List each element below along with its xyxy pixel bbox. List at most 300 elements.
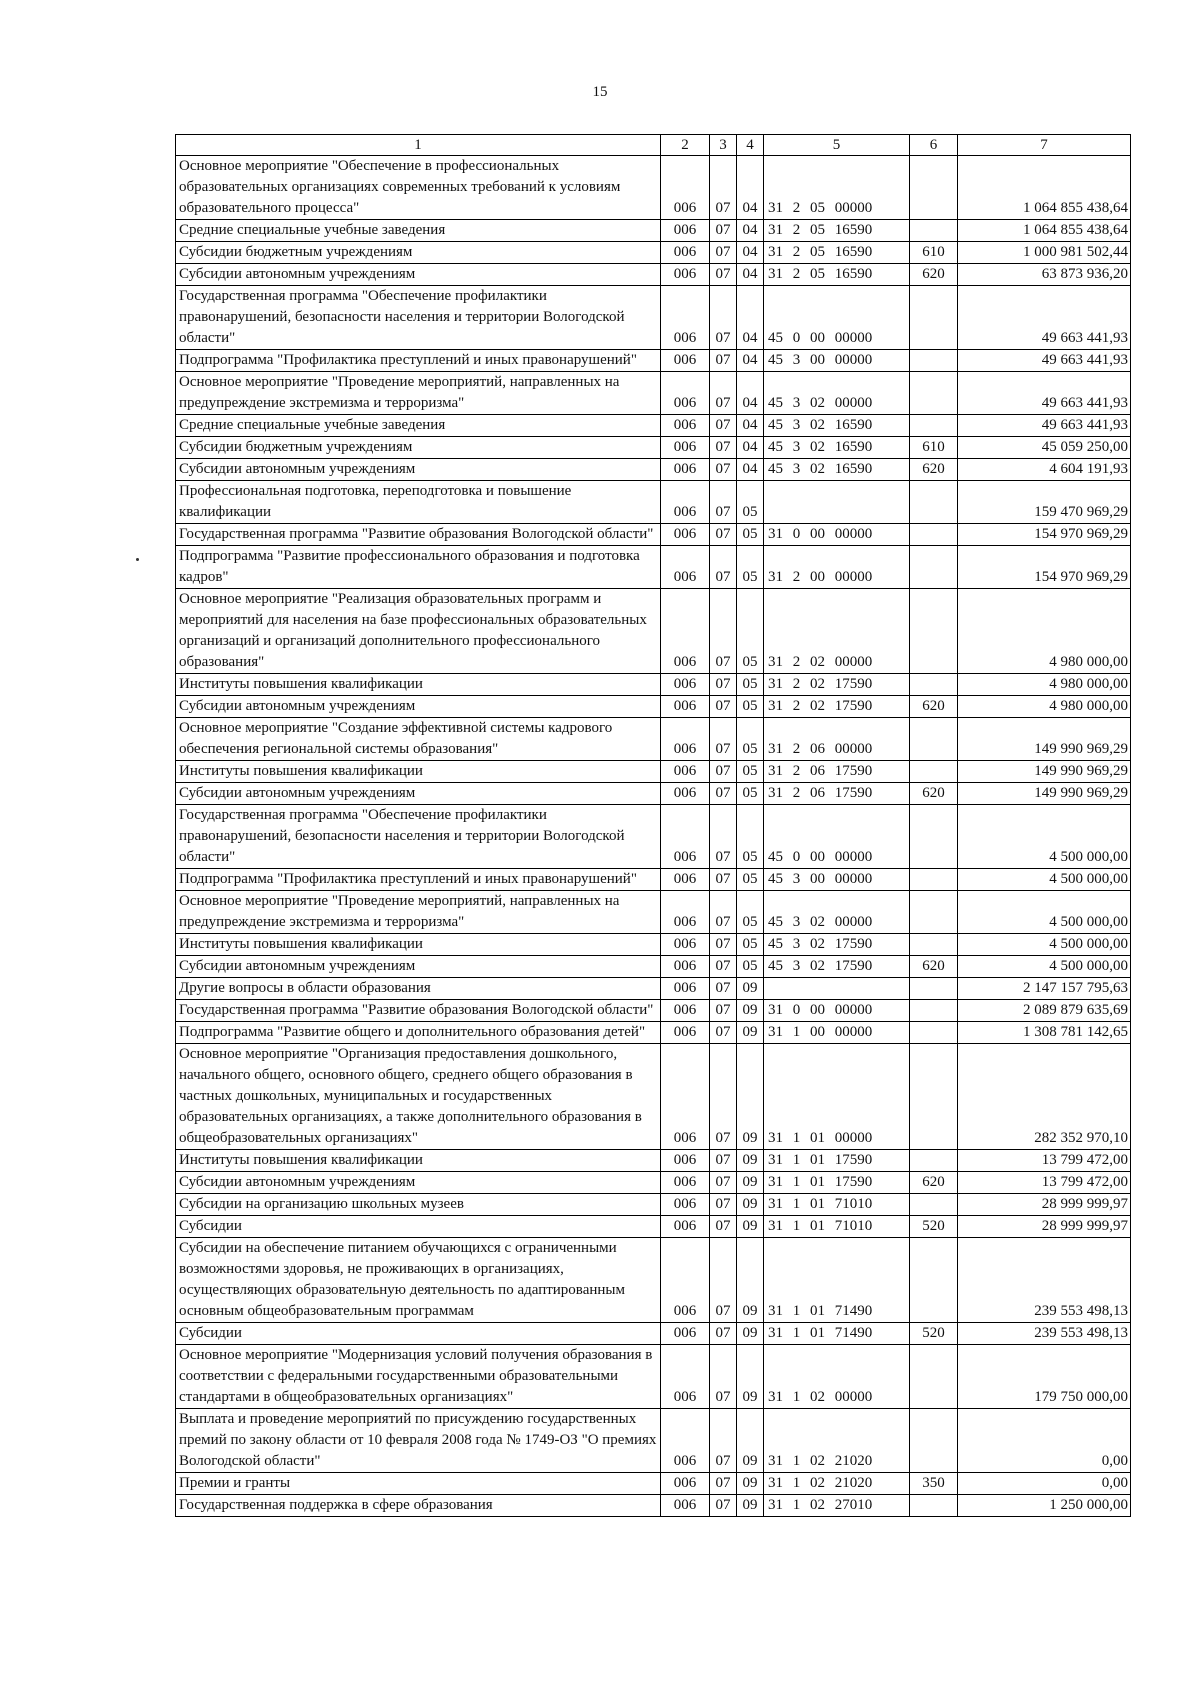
row-target-article-cell: 45 3 02 00000: [764, 372, 910, 415]
row-subsection-cell: 05: [737, 718, 764, 761]
row-expense-type-cell: [910, 1194, 958, 1216]
row-section-cell: 07: [710, 437, 737, 459]
row-section-cell: 07: [710, 805, 737, 869]
row-name-cell: Субсидии автономным учреждениям: [176, 264, 661, 286]
row-expense-type-cell: [910, 674, 958, 696]
table-row: [176, 1172, 1131, 1194]
row-target-article-cell: 31 1 01 17590: [764, 1172, 910, 1194]
header-col-1: 1: [176, 135, 661, 156]
row-section-cell: 07: [710, 415, 737, 437]
row-subsection-cell: 05: [737, 524, 764, 546]
row-target-article-cell: 31 0 00 00000: [764, 524, 910, 546]
row-name-cell: Профессиональная подготовка, переподготовка и повышение квалификации: [176, 481, 661, 524]
row-amount-cell: 4 980 000,00: [958, 674, 1131, 696]
row-name-cell: Субсидии автономным учреждениям: [176, 696, 661, 718]
row-grbs-cell: 006: [661, 1473, 710, 1495]
row-section-cell: 07: [710, 589, 737, 674]
table-body: [176, 156, 1131, 1517]
row-expense-type-cell: 520: [910, 1323, 958, 1345]
row-section-cell: 07: [710, 220, 737, 242]
row-grbs-cell: 006: [661, 1409, 710, 1473]
row-name-cell: Субсидии: [176, 1323, 661, 1345]
row-name-cell: Основное мероприятие "Проведение мероприятий, направленных на предупреждение экстремизма и терроризма": [176, 372, 661, 415]
row-grbs-cell: 006: [661, 956, 710, 978]
row-target-article-cell: 31 2 05 00000: [764, 156, 910, 220]
header-row: [176, 135, 1131, 156]
row-subsection-cell: 05: [737, 589, 764, 674]
row-target-article-cell: 45 0 00 00000: [764, 805, 910, 869]
table-row: [176, 761, 1131, 783]
row-target-article-cell: [764, 481, 910, 524]
row-grbs-cell: 006: [661, 783, 710, 805]
row-expense-type-cell: [910, 1409, 958, 1473]
row-section-cell: 07: [710, 1150, 737, 1172]
row-expense-type-cell: [910, 524, 958, 546]
row-section-cell: 07: [710, 546, 737, 589]
row-amount-cell: 4 500 000,00: [958, 956, 1131, 978]
table-row: [176, 1238, 1131, 1323]
budget-table: [175, 134, 1131, 1517]
row-subsection-cell: 09: [737, 1022, 764, 1044]
row-section-cell: 07: [710, 783, 737, 805]
row-expense-type-cell: 350: [910, 1473, 958, 1495]
row-subsection-cell: 05: [737, 674, 764, 696]
row-grbs-cell: 006: [661, 481, 710, 524]
row-section-cell: 07: [710, 1022, 737, 1044]
row-target-article-cell: 45 3 02 00000: [764, 891, 910, 934]
row-grbs-cell: 006: [661, 1216, 710, 1238]
row-grbs-cell: 006: [661, 156, 710, 220]
row-amount-cell: 154 970 969,29: [958, 546, 1131, 589]
table-row: [176, 718, 1131, 761]
row-subsection-cell: 09: [737, 1323, 764, 1345]
row-name-cell: Средние специальные учебные заведения: [176, 415, 661, 437]
table-row: [176, 156, 1131, 220]
table-row: [176, 589, 1131, 674]
row-name-cell: Государственная программа "Развитие образования Вологодской области": [176, 524, 661, 546]
row-name-cell: Выплата и проведение мероприятий по присуждению государственных премий по закону области от 10 февраля 2008 года № 1749-ОЗ "О премиях Вологодской области": [176, 1409, 661, 1473]
row-target-article-cell: 45 0 00 00000: [764, 286, 910, 350]
table-row: [176, 1000, 1131, 1022]
row-name-cell: Другие вопросы в области образования: [176, 978, 661, 1000]
row-grbs-cell: 006: [661, 718, 710, 761]
row-subsection-cell: 04: [737, 220, 764, 242]
row-target-article-cell: 31 1 01 17590: [764, 1150, 910, 1172]
row-section-cell: 07: [710, 1495, 737, 1517]
row-name-cell: Институты повышения квалификации: [176, 761, 661, 783]
row-grbs-cell: 006: [661, 696, 710, 718]
row-name-cell: Государственная программа "Обеспечение профилактики правонарушений, безопасности населения и территории Вологодской области": [176, 805, 661, 869]
header-col-7: 7: [958, 135, 1131, 156]
header-col-5: 5: [764, 135, 910, 156]
row-target-article-cell: 31 2 00 00000: [764, 546, 910, 589]
header-col-4: 4: [737, 135, 764, 156]
row-target-article-cell: 45 3 00 00000: [764, 869, 910, 891]
row-subsection-cell: 05: [737, 696, 764, 718]
row-grbs-cell: 006: [661, 372, 710, 415]
row-grbs-cell: 006: [661, 1044, 710, 1150]
row-expense-type-cell: [910, 1044, 958, 1150]
row-expense-type-cell: 520: [910, 1216, 958, 1238]
row-target-article-cell: 31 2 02 17590: [764, 674, 910, 696]
row-target-article-cell: 45 3 00 00000: [764, 350, 910, 372]
row-amount-cell: 4 980 000,00: [958, 696, 1131, 718]
row-amount-cell: 2 147 157 795,63: [958, 978, 1131, 1000]
row-subsection-cell: 09: [737, 1345, 764, 1409]
row-expense-type-cell: [910, 220, 958, 242]
row-grbs-cell: 006: [661, 286, 710, 350]
row-section-cell: 07: [710, 1323, 737, 1345]
table-row: [176, 783, 1131, 805]
row-amount-cell: 49 663 441,93: [958, 415, 1131, 437]
row-grbs-cell: 006: [661, 350, 710, 372]
table-row: [176, 242, 1131, 264]
row-grbs-cell: 006: [661, 1022, 710, 1044]
row-section-cell: 07: [710, 1238, 737, 1323]
row-subsection-cell: 05: [737, 546, 764, 589]
row-amount-cell: 4 500 000,00: [958, 934, 1131, 956]
row-name-cell: Подпрограмма "Профилактика преступлений и иных правонарушений": [176, 869, 661, 891]
row-amount-cell: 239 553 498,13: [958, 1238, 1131, 1323]
row-amount-cell: 1 250 000,00: [958, 1495, 1131, 1517]
row-name-cell: Субсидии автономным учреждениям: [176, 459, 661, 481]
row-grbs-cell: 006: [661, 1150, 710, 1172]
table-row: [176, 1323, 1131, 1345]
row-expense-type-cell: [910, 589, 958, 674]
row-name-cell: Субсидии бюджетным учреждениям: [176, 437, 661, 459]
table-row: [176, 1473, 1131, 1495]
row-grbs-cell: 006: [661, 1495, 710, 1517]
row-amount-cell: 4 604 191,93: [958, 459, 1131, 481]
row-target-article-cell: 31 2 06 17590: [764, 761, 910, 783]
table-row: [176, 956, 1131, 978]
row-expense-type-cell: 620: [910, 264, 958, 286]
row-subsection-cell: 05: [737, 761, 764, 783]
row-expense-type-cell: [910, 805, 958, 869]
row-expense-type-cell: [910, 372, 958, 415]
row-target-article-cell: 45 3 02 17590: [764, 956, 910, 978]
row-expense-type-cell: 620: [910, 1172, 958, 1194]
table-row: [176, 524, 1131, 546]
row-subsection-cell: 09: [737, 978, 764, 1000]
row-subsection-cell: 09: [737, 1150, 764, 1172]
row-amount-cell: 0,00: [958, 1409, 1131, 1473]
row-section-cell: 07: [710, 1044, 737, 1150]
row-name-cell: Основное мероприятие "Организация предоставления дошкольного, начального общего, основного общего, среднего общего образования в частных дошкольных, муниципальных и государственных образовательных организациях, а также дополнительного образования в общеобразовательных организациях": [176, 1044, 661, 1150]
row-subsection-cell: 04: [737, 459, 764, 481]
row-grbs-cell: 006: [661, 546, 710, 589]
row-grbs-cell: 006: [661, 220, 710, 242]
table-row: [176, 1216, 1131, 1238]
table-row: [176, 1495, 1131, 1517]
row-grbs-cell: 006: [661, 437, 710, 459]
row-name-cell: Институты повышения квалификации: [176, 934, 661, 956]
row-target-article-cell: 31 1 01 00000: [764, 1044, 910, 1150]
table-row: [176, 696, 1131, 718]
row-amount-cell: 49 663 441,93: [958, 286, 1131, 350]
row-subsection-cell: 05: [737, 891, 764, 934]
row-expense-type-cell: [910, 1150, 958, 1172]
row-amount-cell: 1 308 781 142,65: [958, 1022, 1131, 1044]
row-expense-type-cell: [910, 350, 958, 372]
table-row: [176, 1022, 1131, 1044]
row-target-article-cell: 31 2 06 17590: [764, 783, 910, 805]
row-name-cell: Институты повышения квалификации: [176, 1150, 661, 1172]
row-section-cell: 07: [710, 696, 737, 718]
row-section-cell: 07: [710, 1473, 737, 1495]
row-subsection-cell: 05: [737, 481, 764, 524]
row-target-article-cell: [764, 978, 910, 1000]
row-amount-cell: 4 500 000,00: [958, 891, 1131, 934]
row-expense-type-cell: [910, 156, 958, 220]
row-section-cell: 07: [710, 1194, 737, 1216]
row-name-cell: Основное мероприятие "Создание эффективной системы кадрового обеспечения региональной системы образования": [176, 718, 661, 761]
row-subsection-cell: 04: [737, 242, 764, 264]
row-subsection-cell: 09: [737, 1473, 764, 1495]
row-subsection-cell: 04: [737, 350, 764, 372]
row-amount-cell: 179 750 000,00: [958, 1345, 1131, 1409]
row-section-cell: 07: [710, 156, 737, 220]
row-subsection-cell: 04: [737, 286, 764, 350]
table-row: [176, 220, 1131, 242]
header-col-3: 3: [710, 135, 737, 156]
row-amount-cell: 28 999 999,97: [958, 1216, 1131, 1238]
table-row: [176, 546, 1131, 589]
row-name-cell: Государственная программа "Обеспечение профилактики правонарушений, безопасности населения и территории Вологодской области": [176, 286, 661, 350]
row-section-cell: 07: [710, 1000, 737, 1022]
table-row: [176, 286, 1131, 350]
row-target-article-cell: 31 1 01 71010: [764, 1194, 910, 1216]
table-row: [176, 891, 1131, 934]
row-section-cell: 07: [710, 524, 737, 546]
row-name-cell: Государственная поддержка в сфере образования: [176, 1495, 661, 1517]
row-subsection-cell: 09: [737, 1172, 764, 1194]
row-subsection-cell: 04: [737, 264, 764, 286]
row-grbs-cell: 006: [661, 264, 710, 286]
row-subsection-cell: 09: [737, 1216, 764, 1238]
row-section-cell: 07: [710, 891, 737, 934]
row-section-cell: 07: [710, 1409, 737, 1473]
row-amount-cell: 282 352 970,10: [958, 1044, 1131, 1150]
row-subsection-cell: 04: [737, 437, 764, 459]
row-grbs-cell: 006: [661, 761, 710, 783]
row-grbs-cell: 006: [661, 415, 710, 437]
row-grbs-cell: 006: [661, 524, 710, 546]
row-grbs-cell: 006: [661, 459, 710, 481]
row-grbs-cell: 006: [661, 1000, 710, 1022]
row-expense-type-cell: 610: [910, 437, 958, 459]
row-grbs-cell: 006: [661, 1194, 710, 1216]
table-row: [176, 264, 1131, 286]
row-expense-type-cell: 620: [910, 956, 958, 978]
row-expense-type-cell: [910, 934, 958, 956]
row-section-cell: 07: [710, 869, 737, 891]
row-amount-cell: 13 799 472,00: [958, 1150, 1131, 1172]
row-target-article-cell: 45 3 02 16590: [764, 415, 910, 437]
row-expense-type-cell: [910, 546, 958, 589]
row-subsection-cell: 09: [737, 1194, 764, 1216]
row-expense-type-cell: [910, 286, 958, 350]
row-expense-type-cell: [910, 1000, 958, 1022]
row-name-cell: Основное мероприятие "Реализация образовательных программ и мероприятий для населения на базе профессиональных образовательных организаций и организаций дополнительного профессионального образования": [176, 589, 661, 674]
row-section-cell: 07: [710, 459, 737, 481]
row-target-article-cell: 31 2 06 00000: [764, 718, 910, 761]
table-row: [176, 1044, 1131, 1150]
header-col-2: 2: [661, 135, 710, 156]
row-name-cell: Основное мероприятие "Обеспечение в профессиональных образовательных организациях современных требований к условиям образовательного процесса": [176, 156, 661, 220]
row-amount-cell: 28 999 999,97: [958, 1194, 1131, 1216]
row-name-cell: Подпрограмма "Профилактика преступлений и иных правонарушений": [176, 350, 661, 372]
row-subsection-cell: 05: [737, 869, 764, 891]
row-target-article-cell: 31 1 02 21020: [764, 1473, 910, 1495]
row-target-article-cell: 31 1 00 00000: [764, 1022, 910, 1044]
row-grbs-cell: 006: [661, 589, 710, 674]
row-amount-cell: 4 980 000,00: [958, 589, 1131, 674]
row-subsection-cell: 09: [737, 1238, 764, 1323]
row-expense-type-cell: [910, 1238, 958, 1323]
row-target-article-cell: 31 1 02 21020: [764, 1409, 910, 1473]
row-subsection-cell: 04: [737, 415, 764, 437]
row-target-article-cell: 31 2 05 16590: [764, 220, 910, 242]
row-grbs-cell: 006: [661, 1345, 710, 1409]
row-name-cell: Средние специальные учебные заведения: [176, 220, 661, 242]
row-name-cell: Основное мероприятие "Модернизация условий получения образования в соответствии с федеральными государственными образовательными стандартами в общеобразовательных организациях": [176, 1345, 661, 1409]
header-col-6: 6: [910, 135, 958, 156]
row-expense-type-cell: [910, 978, 958, 1000]
row-name-cell: Подпрограмма "Развитие общего и дополнительного образования детей": [176, 1022, 661, 1044]
row-expense-type-cell: 620: [910, 459, 958, 481]
row-expense-type-cell: [910, 1022, 958, 1044]
row-subsection-cell: 05: [737, 934, 764, 956]
row-expense-type-cell: [910, 1345, 958, 1409]
row-target-article-cell: 45 3 02 16590: [764, 459, 910, 481]
row-grbs-cell: 006: [661, 805, 710, 869]
row-section-cell: 07: [710, 1216, 737, 1238]
row-grbs-cell: 006: [661, 934, 710, 956]
row-target-article-cell: 31 1 01 71490: [764, 1238, 910, 1323]
row-amount-cell: 4 500 000,00: [958, 805, 1131, 869]
row-amount-cell: 4 500 000,00: [958, 869, 1131, 891]
row-amount-cell: 239 553 498,13: [958, 1323, 1131, 1345]
table-row: [176, 1194, 1131, 1216]
row-amount-cell: 154 970 969,29: [958, 524, 1131, 546]
row-amount-cell: 1 000 981 502,44: [958, 242, 1131, 264]
table-row: [176, 481, 1131, 524]
row-target-article-cell: 31 1 02 00000: [764, 1345, 910, 1409]
row-target-article-cell: 31 2 05 16590: [764, 264, 910, 286]
row-section-cell: 07: [710, 1345, 737, 1409]
row-subsection-cell: 04: [737, 156, 764, 220]
row-expense-type-cell: [910, 481, 958, 524]
row-subsection-cell: 09: [737, 1409, 764, 1473]
row-amount-cell: 149 990 969,29: [958, 761, 1131, 783]
row-expense-type-cell: [910, 891, 958, 934]
row-amount-cell: 45 059 250,00: [958, 437, 1131, 459]
row-amount-cell: 159 470 969,29: [958, 481, 1131, 524]
row-amount-cell: 49 663 441,93: [958, 372, 1131, 415]
row-expense-type-cell: 610: [910, 242, 958, 264]
scan-dot-mark: [136, 558, 139, 561]
row-section-cell: 07: [710, 264, 737, 286]
row-subsection-cell: 05: [737, 783, 764, 805]
row-name-cell: Субсидии: [176, 1216, 661, 1238]
row-target-article-cell: 45 3 02 16590: [764, 437, 910, 459]
row-name-cell: Государственная программа "Развитие образования Вологодской области": [176, 1000, 661, 1022]
row-name-cell: Субсидии автономным учреждениям: [176, 783, 661, 805]
row-section-cell: 07: [710, 242, 737, 264]
row-name-cell: Подпрограмма "Развитие профессионального образования и подготовка кадров": [176, 546, 661, 589]
row-amount-cell: 1 064 855 438,64: [958, 220, 1131, 242]
row-name-cell: Субсидии бюджетным учреждениям: [176, 242, 661, 264]
row-subsection-cell: 09: [737, 1044, 764, 1150]
table-row: [176, 415, 1131, 437]
row-subsection-cell: 04: [737, 372, 764, 415]
table-row: [176, 1409, 1131, 1473]
table-row: [176, 1150, 1131, 1172]
table-row: [176, 805, 1131, 869]
row-section-cell: 07: [710, 978, 737, 1000]
row-expense-type-cell: [910, 869, 958, 891]
row-name-cell: Премии и гранты: [176, 1473, 661, 1495]
row-section-cell: 07: [710, 286, 737, 350]
page-number: 15: [592, 84, 608, 100]
row-amount-cell: 13 799 472,00: [958, 1172, 1131, 1194]
row-name-cell: Субсидии автономным учреждениям: [176, 1172, 661, 1194]
row-section-cell: 07: [710, 350, 737, 372]
table-row: [176, 459, 1131, 481]
row-name-cell: Субсидии на организацию школьных музеев: [176, 1194, 661, 1216]
row-amount-cell: 63 873 936,20: [958, 264, 1131, 286]
row-amount-cell: 49 663 441,93: [958, 350, 1131, 372]
row-section-cell: 07: [710, 956, 737, 978]
row-section-cell: 07: [710, 1172, 737, 1194]
row-target-article-cell: 31 2 02 00000: [764, 589, 910, 674]
row-target-article-cell: 31 2 02 17590: [764, 696, 910, 718]
row-subsection-cell: 05: [737, 805, 764, 869]
row-section-cell: 07: [710, 674, 737, 696]
table-row: [176, 934, 1131, 956]
row-grbs-cell: 006: [661, 674, 710, 696]
table-row: [176, 1345, 1131, 1409]
row-expense-type-cell: [910, 1495, 958, 1517]
row-name-cell: Основное мероприятие "Проведение мероприятий, направленных на предупреждение экстремизма и терроризма": [176, 891, 661, 934]
row-grbs-cell: 006: [661, 1323, 710, 1345]
row-amount-cell: 149 990 969,29: [958, 783, 1131, 805]
row-target-article-cell: 31 2 05 16590: [764, 242, 910, 264]
row-section-cell: 07: [710, 718, 737, 761]
row-grbs-cell: 006: [661, 1172, 710, 1194]
row-amount-cell: 2 089 879 635,69: [958, 1000, 1131, 1022]
table-row: [176, 372, 1131, 415]
row-grbs-cell: 006: [661, 1238, 710, 1323]
row-subsection-cell: 09: [737, 1000, 764, 1022]
row-target-article-cell: 31 0 00 00000: [764, 1000, 910, 1022]
row-grbs-cell: 006: [661, 978, 710, 1000]
row-target-article-cell: 31 1 02 27010: [764, 1495, 910, 1517]
table-row: [176, 674, 1131, 696]
row-subsection-cell: 09: [737, 1495, 764, 1517]
row-target-article-cell: 31 1 01 71490: [764, 1323, 910, 1345]
row-grbs-cell: 006: [661, 891, 710, 934]
row-target-article-cell: 45 3 02 17590: [764, 934, 910, 956]
row-amount-cell: 0,00: [958, 1473, 1131, 1495]
row-name-cell: Институты повышения квалификации: [176, 674, 661, 696]
row-name-cell: Субсидии автономным учреждениям: [176, 956, 661, 978]
row-section-cell: 07: [710, 761, 737, 783]
table-row: [176, 350, 1131, 372]
table-row: [176, 437, 1131, 459]
row-expense-type-cell: [910, 718, 958, 761]
